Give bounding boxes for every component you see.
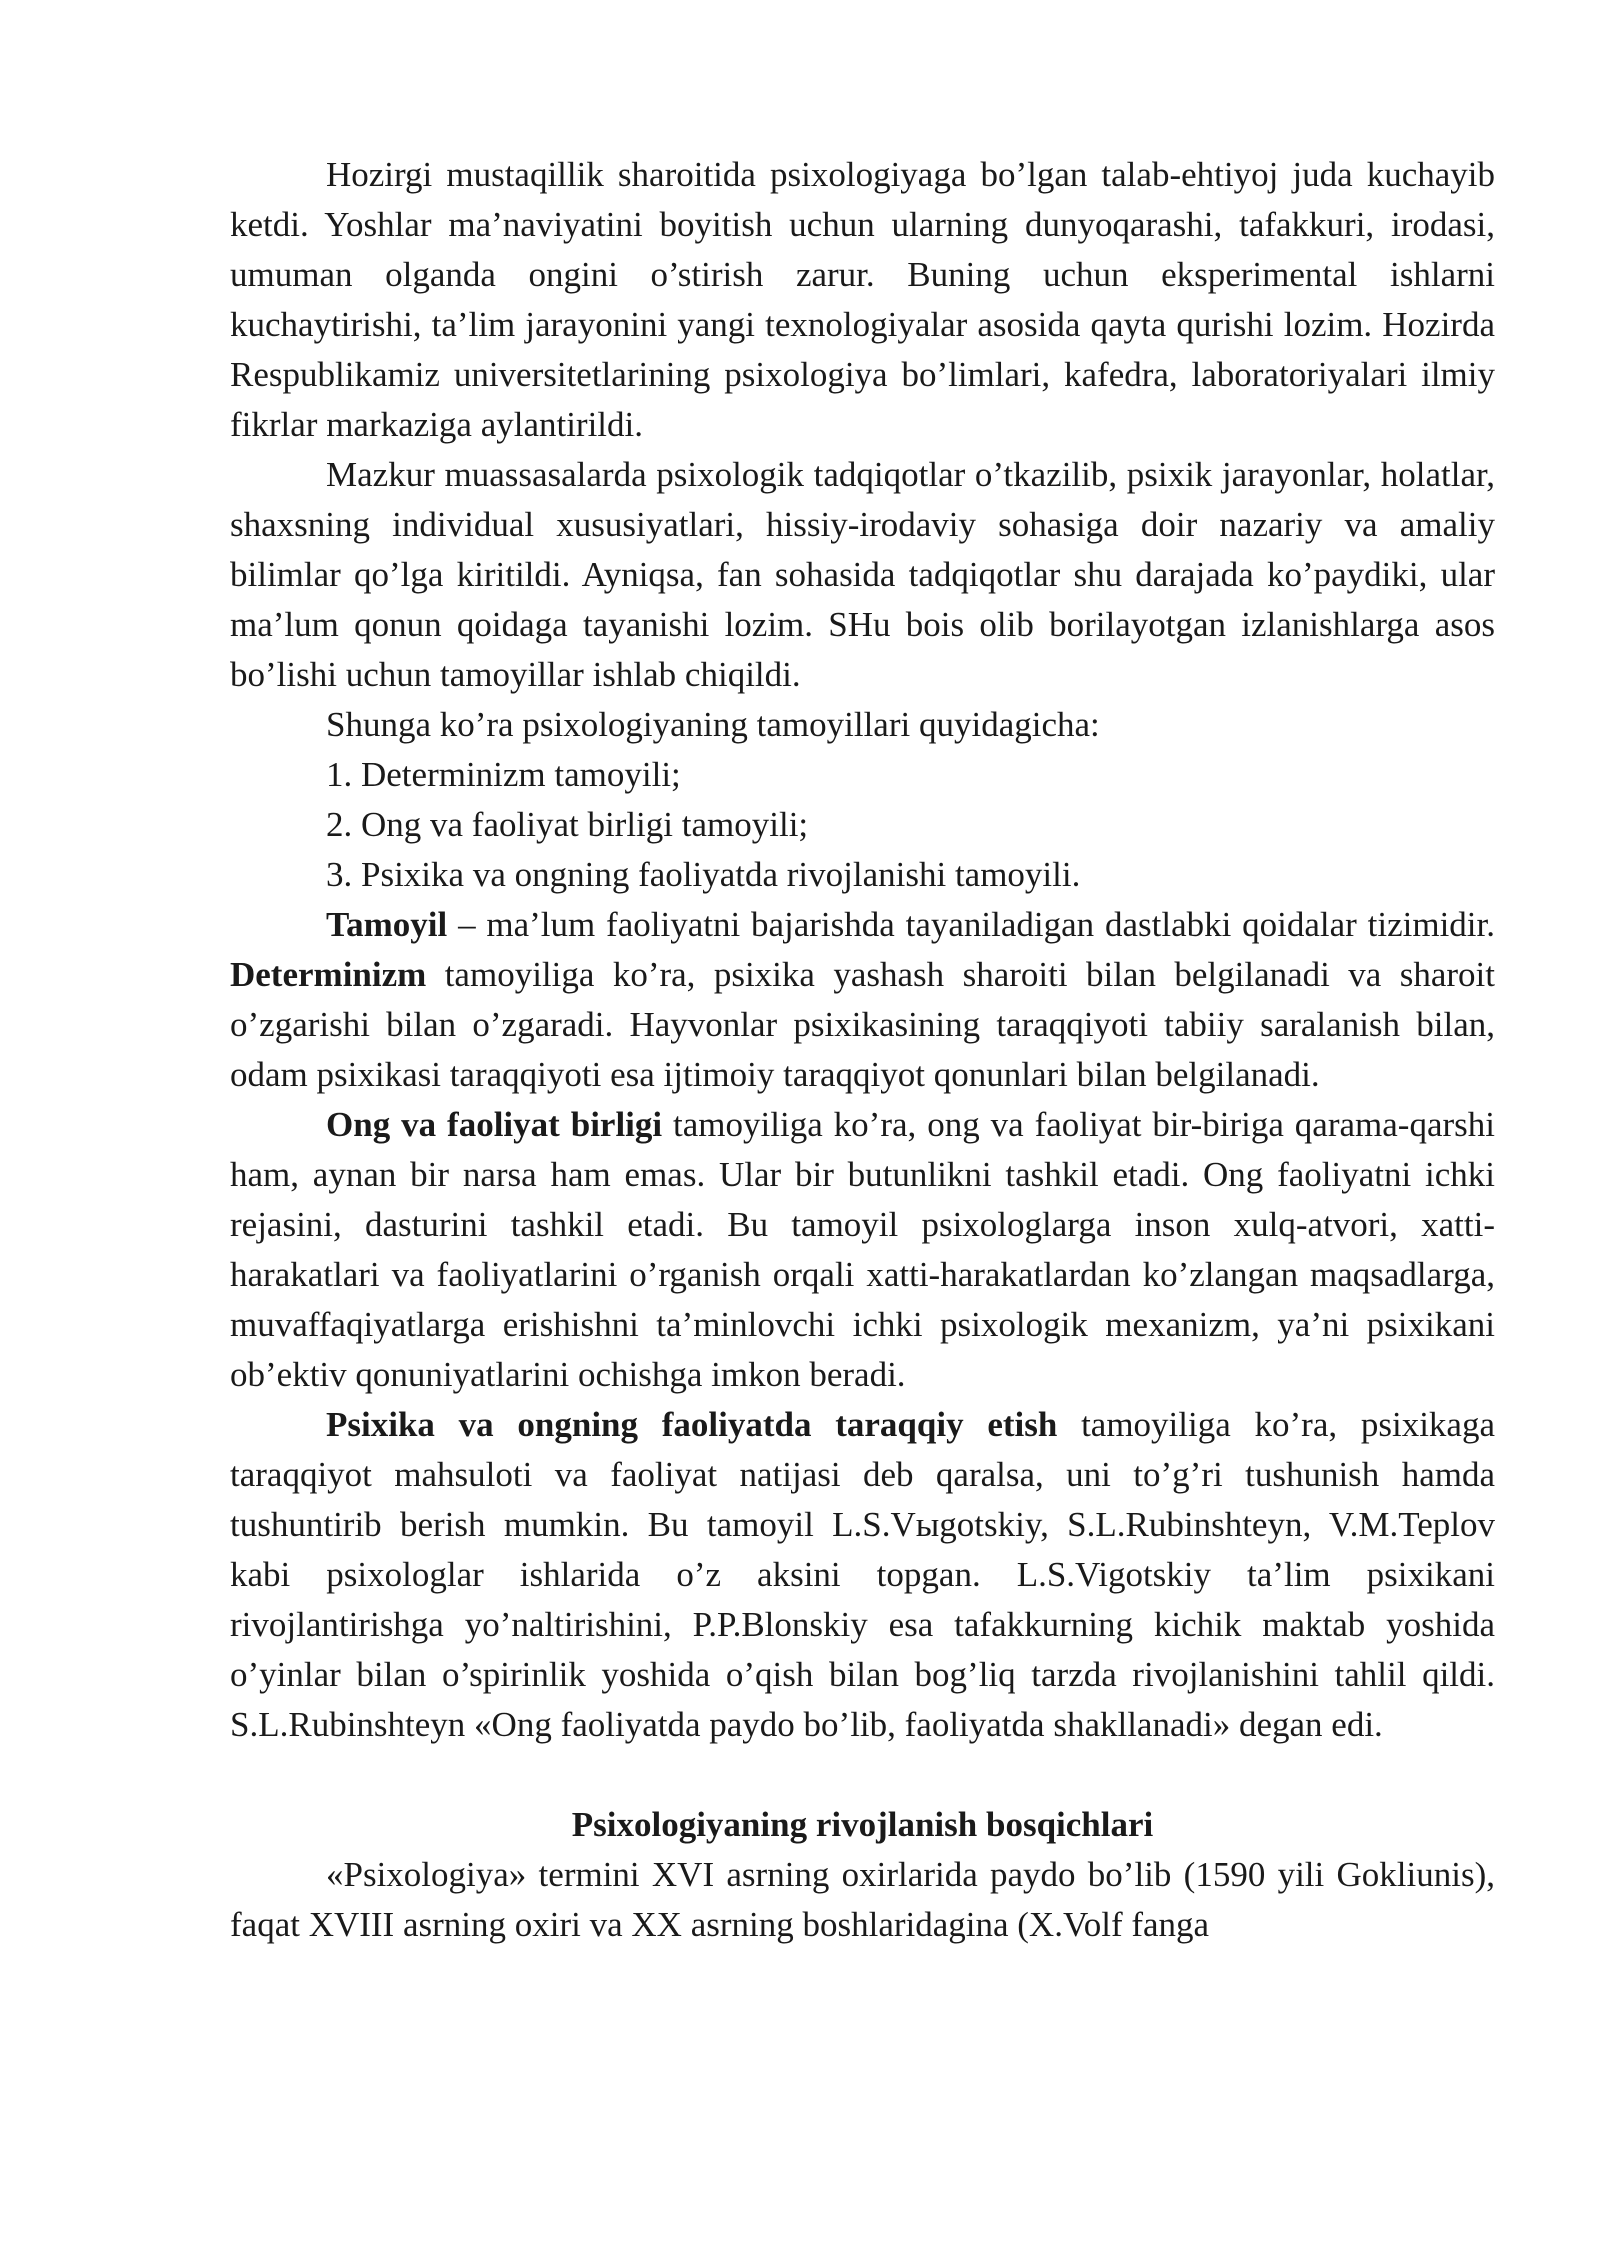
paragraph-research: Mazkur muassasalarda psixologik tadqiqotlar o’tkazilib, psixik jarayonlar, holatlar, shaxsning individual xususiyatlari, hissiy-irodaviy sohasiga doir nazariy va amaliy bilimlar qo’lga kiritildi. Ayniqsa, fan sohasida tadqiqotlar shu darajada ko’paydiki, ular ma’lum qonun qoidaga tayanishi lozim. SHu bois olib borilayotgan izlanishlarga asos bo’lishi uchun tamoyillar ishlab chiqildi. bbox=[230, 455, 1495, 694]
paragraph-text: tamoyiliga ko’ra, psixika yashash sharoiti bilan belgilanadi va sharoit o’zgarishi bilan o’zgaradi. Hayvonlar psixikasining taraqqiyoti tabiiy saralanish bilan, odam psixikasi taraqqiyoti esa ijtimoiy taraqqiyot qonunlari bilan belgilanadi. bbox=[230, 955, 1495, 1094]
paragraph-principles-intro: Shunga ko’ra psixologiyaning tamoyillari quyidagicha: bbox=[326, 705, 1100, 744]
bold-term: Psixika va ongning faoliyatda taraqqiy etish bbox=[326, 1405, 1058, 1444]
paragraph-development bbox=[230, 1400, 1495, 1750]
paragraph-unity bbox=[230, 1100, 1495, 1400]
paragraph-text: tamoyiliga ko’ra, psixikaga taraqqiyot mahsuloti va faoliyat natijasi deb qaralsa, uni to’g’ri tushunish hamda tushuntirib berish mumkin. Bu tamoyil L.S.Vыgotskiy, S.L.Rubinshteyn, V.M.Teplov kabi psixologlar ishlarida o’z aksini topgan. L.S.Vigotskiy ta’lim psixikani rivojlantirishga yo’naltirishini, P.P.Blonskiy esa tafakkurning kichik maktab yoshida o’yinlar bilan o’spirinlik yoshida o’qish bilan bog’liq tarzda rivojlanishini tahlil qildi. S.L.Rubinshteyn «Ong faoliyatda paydo bo’lib, faoliyatda shakllanadi» degan edi. bbox=[230, 1405, 1495, 1744]
bold-term: Tamoyil bbox=[326, 905, 448, 944]
list-item: 3. Psixika va ongning faoliyatda rivojlanishi tamoyili. bbox=[326, 855, 1081, 894]
section-heading: Psixologiyaning rivojlanish bosqichlari bbox=[571, 1805, 1154, 1844]
paragraph-text: – ma’lum faoliyatni bajarishda tayaniladigan dastlabki qoidalar tizimidir. bbox=[447, 905, 1495, 944]
paragraph-text: tamoyiliga ko’ra, ong va faoliyat bir-biriga qarama-qarshi ham, aynan bir narsa ham emas. Ular bir butunlikni tashkil etadi. Ong faoliyatni ichki rejasini, dasturini tashkil etadi. Bu tamoyil psixologlarga inson xulq-atvori, xatti-harakatlari va faoliyatlarini o’rganish orqali xatti-harakatlardan ko’zlangan maqsadlarga, muvaffaqiyatlarga erishishni ta’minlovchi ichki psixologik mexanizm, ya’ni psixikani ob’ektiv qonuniyatlarini ochishga imkon beradi. bbox=[230, 1105, 1495, 1394]
paragraph-intro: Hozirgi mustaqillik sharoitida psixologiyaga bo’lgan talab-ehtiyoj juda kuchayib ketdi. Yoshlar ma’naviyatini boyitish uchun ularning dunyoqarashi, tafakkuri, irodasi, umuman olganda ongini o’stirish zarur. Buning uchun eksperimental ishlarni kuchaytirishi, ta’lim jarayonini yangi texnologiyalar asosida qayta qurishi lozim. Hozirda Respublikamiz universitetlarining psixologiya bo’limlari, kafedra, laboratoriyalari ilmiy fikrlar markaziga aylantirildi. bbox=[230, 155, 1495, 444]
bold-term: Determinizm bbox=[230, 955, 427, 994]
bold-term: Ong va faoliyat birligi bbox=[326, 1105, 663, 1144]
paragraph-determinism bbox=[230, 900, 1495, 1100]
paragraph-history: «Psixologiya» termini XVI asrning oxirlarida paydo bo’lib (1590 yili Gokliunis), faqat XVIII asrning oxiri va XX asrning boshlaridagina (X.Volf fanga bbox=[230, 1855, 1495, 1944]
list-item: 2. Ong va faoliyat birligi tamoyili; bbox=[326, 805, 809, 844]
document-page bbox=[230, 150, 1495, 1950]
list-item: 1. Determinizm tamoyili; bbox=[326, 755, 681, 794]
